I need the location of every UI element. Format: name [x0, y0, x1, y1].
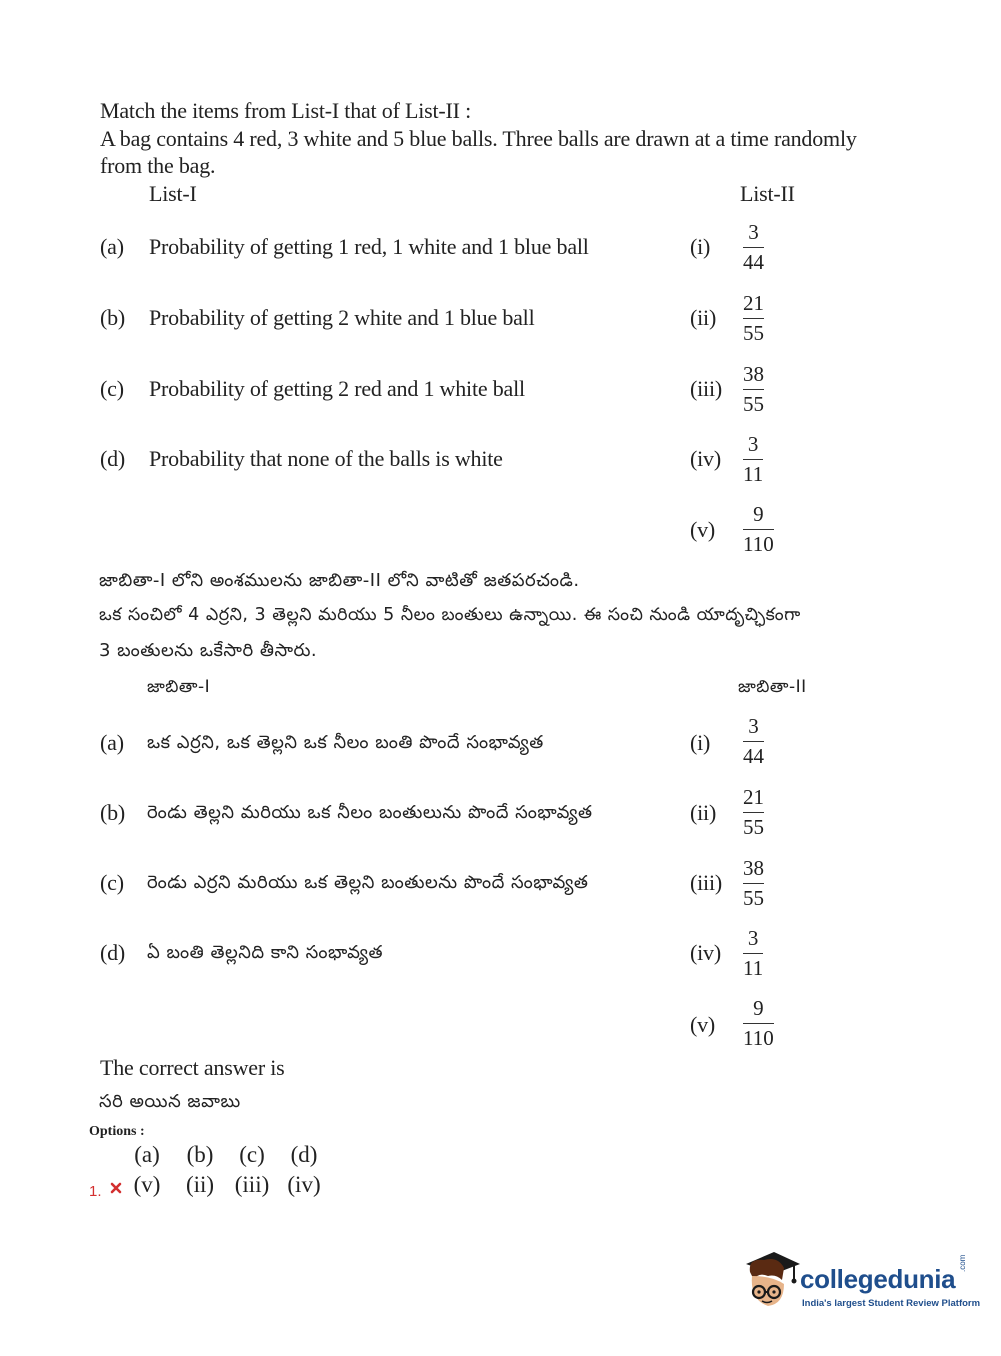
problem-line-2: from the bag.	[100, 153, 216, 178]
logo-wordmark: collegedunia	[800, 1264, 956, 1294]
cross-icon	[110, 1181, 122, 1199]
fraction: 9 110	[743, 996, 774, 1050]
option-header: (a)	[134, 1142, 160, 1167]
answer-label: (iv)	[690, 940, 721, 965]
logo-suffix: .com	[958, 1254, 967, 1272]
fraction: 3 11	[743, 926, 764, 980]
item-text-telugu: ఏ బంతి తెల్లనిది కాని సంభావ్యత	[147, 942, 384, 963]
item-text-telugu: రెండు తెల్లని మరియు ఒక నీలం బంతులును పొందే సంభావ్యత	[147, 802, 593, 823]
problem-line-1-telugu: ఒక సంచిలో 4 ఎర్రని, 3 తెల్లని మరియు 5 నీలం బంతులు ఉన్నాయి. ఈ సంచి నుండి యాదృచ్ఛికంగా	[99, 605, 801, 625]
answer-label: (i)	[690, 730, 711, 755]
answer-label: (iv)	[690, 446, 721, 471]
option-headers	[122, 1142, 342, 1172]
item-label: (b)	[100, 305, 126, 330]
fraction: 3 44	[743, 220, 764, 274]
answer-label: (v)	[690, 1012, 716, 1037]
list2-header: List-II	[740, 181, 795, 206]
fraction: 38 55	[743, 362, 764, 416]
item-label: (a)	[100, 234, 124, 259]
answer-label: (i)	[690, 234, 711, 259]
item-label: (c)	[100, 870, 124, 895]
options-label: Options :	[89, 1124, 145, 1139]
option-value: (iii)	[234, 1172, 270, 1197]
answer-label: (iii)	[690, 376, 722, 401]
item-label: (d)	[100, 446, 126, 471]
collegedunia-logo	[742, 1250, 981, 1320]
option-header: (d)	[290, 1142, 318, 1167]
fraction: 9 110	[743, 502, 774, 556]
instruction-telugu: జాబితా-I లోని అంశములను జాబితా-II లోని వాటితో జతపరచండి.	[99, 570, 580, 591]
question-english: The correct answer is	[100, 1055, 285, 1080]
item-text-telugu: రెండు ఎర్రని మరియు ఒక తెల్లని బంతులను పొందే సంభావ్యత	[147, 872, 589, 893]
list1-header-telugu: జాబితా-I	[147, 677, 211, 697]
list2-header-telugu: జాబితా-II	[738, 677, 807, 697]
item-label: (a)	[100, 730, 124, 755]
option-value: (v)	[133, 1172, 161, 1197]
item-text-telugu: ఒక ఎర్రని, ఒక తెల్లని ఒక నీలం బంతి పొందే సంభావ్యత	[147, 732, 544, 753]
answer-label: (iii)	[690, 870, 722, 895]
mascot-icon	[742, 1250, 802, 1314]
problem-line-2-telugu: 3 బంతులను ఒకేసారి తీసారు.	[99, 640, 318, 661]
answer-label: (ii)	[690, 305, 717, 330]
answer-label: (v)	[690, 517, 716, 542]
list1-header: List-I	[149, 181, 197, 206]
option-1[interactable]	[122, 1172, 342, 1202]
item-text: Probability of getting 2 red and 1 white ball	[149, 376, 525, 401]
question-telugu: సరి అయిన జవాబు	[99, 1091, 241, 1112]
fraction: 3 44	[743, 714, 764, 768]
item-text: Probability that none of the balls is white	[149, 446, 503, 471]
fraction: 21 55	[743, 291, 764, 345]
item-text: Probability of getting 1 red, 1 white and 1 blue ball	[149, 234, 589, 259]
item-label: (c)	[100, 376, 124, 401]
fraction: 21 55	[743, 785, 764, 839]
item-label: (d)	[100, 940, 126, 965]
answer-label: (ii)	[690, 800, 717, 825]
fraction: 3 11	[743, 432, 764, 486]
item-text: Probability of getting 2 white and 1 blue ball	[149, 305, 535, 330]
option-header: (c)	[239, 1142, 265, 1167]
instruction-english: Match the items from List-I that of List-II :	[100, 98, 472, 123]
option-header: (b)	[186, 1142, 214, 1167]
option-value: (iv)	[287, 1172, 321, 1197]
option-value: (ii)	[185, 1172, 215, 1197]
fraction: 38 55	[743, 856, 764, 910]
option-number: 1.	[89, 1183, 102, 1200]
logo-tagline: India's largest Student Review Platform	[802, 1298, 981, 1309]
item-label: (b)	[100, 800, 126, 825]
problem-line-1: A bag contains 4 red, 3 white and 5 blue balls. Three balls are drawn at a time randomly	[100, 126, 857, 151]
